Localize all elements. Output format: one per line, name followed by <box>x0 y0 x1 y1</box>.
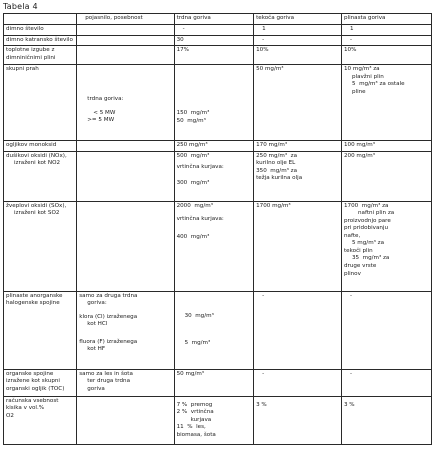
cell-gas: 1700 mg/m³ za naftni plin za proizvodnjo pare pri pridobivanju nafte, 5 mg/m³ za tekoči plin 35 mg/m³ za druge vrste plinov <box>341 201 431 291</box>
cell-liquid: 10% <box>254 46 342 65</box>
row-label: toplotne izgube z dimniničnimi plini <box>4 46 77 65</box>
table-row <box>4 141 432 152</box>
cell-liquid: 50 mg/m³ <box>254 65 342 141</box>
header-explanation: pojasnilo, posebnost <box>77 14 174 25</box>
cell-gas: 100 mg/m³ <box>341 141 431 152</box>
cell-liquid: - <box>254 35 342 46</box>
cell-gas: 1 <box>341 25 431 36</box>
cell-solid: 30 <box>174 35 254 46</box>
table-row <box>4 65 432 141</box>
table-row <box>4 151 432 201</box>
header-liquid-fuels: tekoča goriva <box>254 14 342 25</box>
table-title: Tabela 4 <box>3 2 38 11</box>
row-note <box>77 201 174 291</box>
row-label: računska vsebnost kisika v vol.% O2 <box>4 396 77 444</box>
cell-gas: 200 mg/m³ <box>341 151 431 201</box>
row-note: trdna goriva: < 5 MW >= 5 MW <box>77 65 174 141</box>
row-label: dimno število <box>4 25 77 36</box>
cell-solid: 500 mg/m³ vrtinčna kurjava: 300 mg/m³ <box>174 151 254 201</box>
cell-gas: 10% <box>341 46 431 65</box>
cell-liquid: 250 mg/m³ za kurilno olje EL 350 mg/m³ za težja kurilna olja <box>254 151 342 201</box>
cell-gas: 10 mg/m³ za plavžni plin 5 mg/m³ za ostale pline <box>341 65 431 141</box>
cell-gas: - <box>341 35 431 46</box>
table-row <box>4 201 432 291</box>
cell-liquid: 1 <box>254 25 342 36</box>
table-row <box>4 291 432 369</box>
cell-solid: 150 mg/m³ 50 mg/m³ <box>174 65 254 141</box>
cell-gas: - <box>341 369 431 396</box>
table-row <box>4 46 432 65</box>
cell-liquid: 170 mg/m³ <box>254 141 342 152</box>
cell-liquid: - <box>254 369 342 396</box>
row-label: dimno katransko število <box>4 35 77 46</box>
cell-liquid: - <box>254 291 342 369</box>
header-empty <box>4 14 77 25</box>
row-note <box>77 46 174 65</box>
cell-solid: 17% <box>174 46 254 65</box>
cell-solid: 2000 mg/m³ vrtinčna kurjava: 400 mg/m³ <box>174 201 254 291</box>
row-note <box>77 35 174 46</box>
row-note <box>77 25 174 36</box>
header-row <box>4 14 432 25</box>
row-label: ogljikov monoksid <box>4 141 77 152</box>
row-label: dušikovi oksidi (NOx), izraženi kot NO2 <box>4 151 77 201</box>
cell-liquid: 3 % <box>254 396 342 444</box>
cell-gas: - <box>341 291 431 369</box>
cell-solid: 250 mg/m³ <box>174 141 254 152</box>
row-note: samo za druga trdna goriva: klora (Cl) izraženega kot HCl fluora (F) izraženega kot HF <box>77 291 174 369</box>
header-gaseous-fuels: plinasta goriva <box>341 14 431 25</box>
cell-solid: 30 mg/m³ 5 mg/m³ <box>174 291 254 369</box>
row-label: skupni prah <box>4 65 77 141</box>
row-note <box>77 396 174 444</box>
row-label: organske spojine izražene kot skupni organski ogljik (TOC) <box>4 369 77 396</box>
cell-gas: 3 % <box>341 396 431 444</box>
table-row <box>4 25 432 36</box>
table-row <box>4 35 432 46</box>
row-note: samo za les in šota ter druga trdna goriva <box>77 369 174 396</box>
header-solid-fuels: trdna goriva <box>174 14 254 25</box>
cell-solid: 7 % premog 2 % vrtinčna kurjava 11 % les, biomasa, šota <box>174 396 254 444</box>
row-note <box>77 151 174 201</box>
emission-limits-table <box>3 13 432 445</box>
row-note <box>77 141 174 152</box>
row-label: žveplovi oksidi (SOx), izraženi kot SO2 <box>4 201 77 291</box>
cell-liquid: 1700 mg/m³ <box>254 201 342 291</box>
cell-solid: 50 mg/m³ <box>174 369 254 396</box>
cell-solid: - <box>174 25 254 36</box>
table-row <box>4 396 432 444</box>
row-label: plinaste anorganske halogenske spojine <box>4 291 77 369</box>
table-row <box>4 369 432 396</box>
